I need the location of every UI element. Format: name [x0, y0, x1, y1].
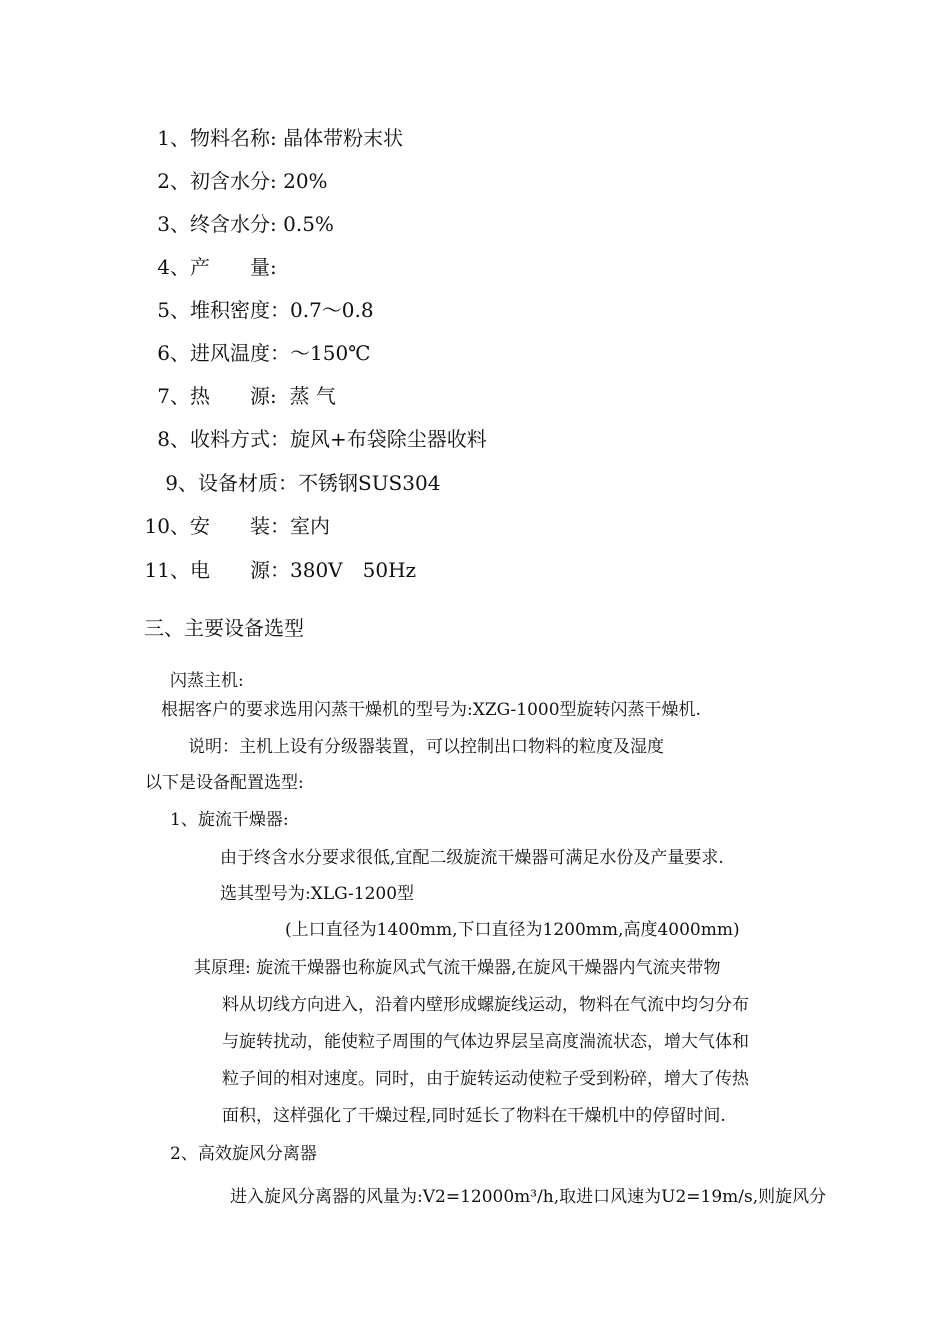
spec-label: 进风温度：: [190, 341, 290, 365]
spec-item: [0, 337, 371, 366]
spec-label: 初含水分:: [190, 169, 277, 193]
spec-item: [0, 208, 334, 237]
spec-item: [0, 467, 440, 496]
spec-number: 9、: [165, 471, 198, 495]
main-unit-title: 闪蒸主机:: [170, 671, 244, 691]
spec-number: 5、: [157, 298, 190, 322]
item1-title: 1、旋流干燥器:: [170, 810, 289, 830]
spec-label: 产 量:: [190, 255, 277, 279]
spec-value: 380V 50Hz: [290, 558, 417, 582]
spec-number: 4、: [157, 255, 190, 279]
spec-value: 晶体带粉末状: [283, 126, 404, 150]
item2-title: 2、高效旋风分离器: [170, 1144, 317, 1164]
principle-line: 粒子间的相对速度。同时，由于旋转运动使粒子受到粉碎，增大了传热: [222, 1069, 749, 1089]
item1-line: 由于终含水分要求很低,宜配二级旋流干燥器可满足水份及产量要求.: [220, 848, 724, 868]
spec-number: 10、: [144, 514, 190, 538]
main-unit-selection: 根据客户的要求选用闪蒸干燥机的型号为:XZG-1000型旋转闪蒸干燥机.: [161, 700, 701, 720]
principle-line: 面积，这样强化了干燥过程,同时延长了物料在干燥机中的停留时间.: [222, 1106, 726, 1126]
spec-number: 6、: [157, 341, 190, 365]
spec-value: 20%: [283, 169, 328, 193]
spec-value: 蒸 气: [289, 384, 336, 408]
spec-item: [0, 251, 277, 280]
item1-line: 选其型号为:XLG-1200型: [220, 884, 415, 904]
spec-number: 7、: [157, 384, 190, 408]
spec-label: 设备材质：: [198, 471, 298, 495]
spec-value: 室内: [290, 514, 330, 538]
spec-label: 热 源:: [190, 384, 277, 408]
spec-value: ～150℃: [290, 341, 371, 365]
spec-item: [0, 423, 487, 452]
spec-value: 0.7～0.8: [290, 298, 374, 322]
spec-item: [0, 294, 374, 323]
spec-label: 电 源：: [190, 558, 290, 582]
section-heading: 三、主要设备选型: [144, 616, 304, 640]
main-unit-note: 说明：主机上设有分级器装置，可以控制出口物料的粒度及湿度: [188, 737, 664, 757]
spec-item: [0, 380, 336, 409]
spec-label: 收料方式：: [190, 427, 290, 451]
principle-line: 其原理: 旋流干燥器也称旋风式气流干燥器,在旋风干燥器内气流夹带物: [194, 958, 721, 978]
spec-label: 物料名称:: [190, 126, 277, 150]
spec-value: 不锈钢SUS304: [298, 471, 441, 495]
item1-dimensions: (上口直径为1400mm,下口直径为1200mm,高度4000mm): [285, 920, 740, 940]
spec-item: [0, 510, 330, 539]
spec-label: 安 装：: [190, 514, 290, 538]
spec-number: 3、: [157, 212, 190, 236]
spec-number: 2、: [157, 169, 190, 193]
spec-number: 11、: [144, 558, 190, 582]
item2-line: 进入旋风分离器的风量为:V2=12000m³/h,取进口风速为U2=19m/s,则旋风分: [230, 1187, 827, 1207]
spec-label: 终含水分:: [190, 212, 277, 236]
spec-value: 0.5%: [283, 212, 334, 236]
spec-item: [0, 554, 416, 583]
spec-number: 1、: [157, 126, 190, 150]
principle-line: 料从切线方向进入，沿着内壁形成螺旋线运动，物料在气流中均匀分布: [222, 995, 749, 1015]
principle-line: 与旋转扰动，能使粒子周围的气体边界层呈高度湍流状态，增大气体和: [222, 1032, 749, 1052]
spec-label: 堆积密度：: [190, 298, 290, 322]
spec-item: [0, 165, 328, 194]
spec-value: 旋风+布袋除尘器收料: [290, 427, 487, 451]
spec-item: [0, 122, 403, 151]
spec-number: 8、: [157, 427, 190, 451]
config-intro: 以下是设备配置选型:: [145, 773, 304, 793]
